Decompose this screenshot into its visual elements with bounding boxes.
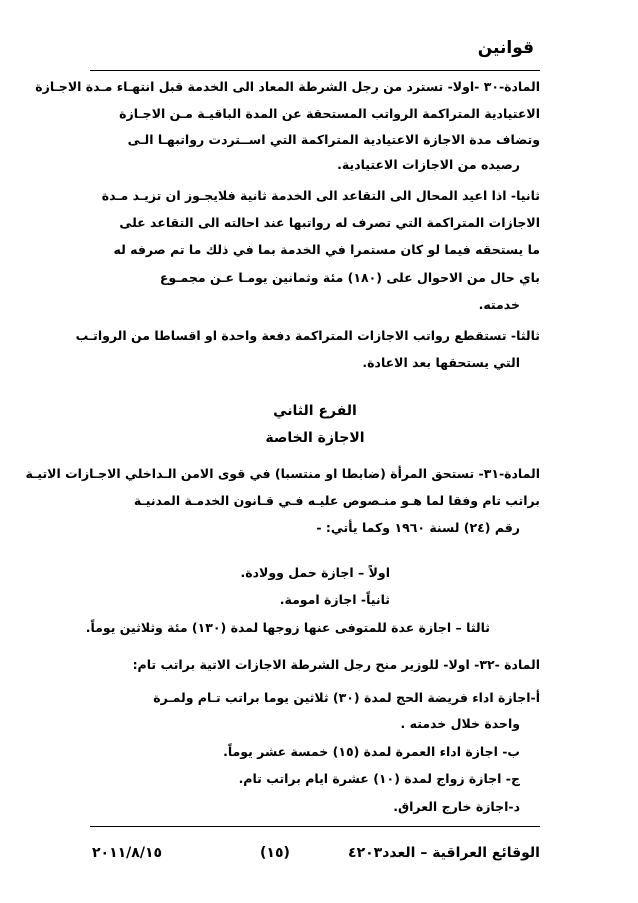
article-30-line-1: المادة-٣٠ -اولا- تسترد من رجل الشرطة المعاد الى الخدمة قبل انتهـاء مـدة الاجـازة (35, 79, 540, 94)
article-30-second-line-3: ما يستحقه فيما لو كان مستمرا في الخدمة بما في ذلك ما تم صرفه له (113, 242, 540, 257)
article-32-item-b: ب- اجازة اداء العمرة لمدة (١٥) خمسة عشر يوماً. (223, 744, 520, 759)
article-32-item-a-line-1: أ-اجازة اداء فريضة الحج لمدة (٣٠) ثلاثين يوما براتب تـام ولمـرة (153, 690, 540, 705)
article-32-item-c: ج- اجازة زواج لمدة (١٠) عشرة ايام براتب تام. (238, 771, 520, 786)
article-31-line-3: رقم (٢٤) لسنة ١٩٦٠ وكما يأتي: - (316, 520, 520, 535)
article-31-item-2: ثانياً- اجازة امومة. (279, 592, 390, 607)
article-30-line-4: رصيده من الاجازات الاعتيادية. (337, 157, 520, 172)
article-30-third-line-2: التي يستحقها بعد الاعادة. (362, 355, 520, 370)
section-title: قوانين (477, 38, 534, 58)
branch-title: الفرع الثاني (273, 403, 357, 419)
article-32-item-a-line-2: واحدة خلال خدمته . (400, 716, 520, 731)
article-31-line-2: براتب تام وفقا لما هـو منـصوص عليـه فـي قـانون الخدمـة المدنيـة (133, 493, 540, 508)
article-30-second-line-5: خدمته. (478, 297, 520, 312)
article-30-line-2: الاعتيادية المتراكمة الرواتب المستحقة عن المدة الباقيـة مـن الاجـازة (119, 106, 540, 121)
branch-subtitle: الاجازة الخاصة (265, 430, 365, 446)
article-30-second-line-1: ثانيا- اذا اعيد المحال الى التقاعد الى الخدمة ثانية فلايجـوز ان تزيـد مـدة (101, 188, 540, 203)
footer-page-number: (١٥) (260, 845, 290, 861)
article-31-line-1: المادة-٣١- تستحق المرأة (ضابطا او منتسبا) في قوى الامن الـداخلي الاجـازات الاتيـة (25, 466, 540, 481)
footer-date: ٢٠١١/٨/١٥ (92, 845, 163, 861)
article-31-item-3: ثالثا – اجازة عدة للمتوفى عنها زوجها لمدة (١٣٠) مئة وثلاثين يوماً. (85, 620, 490, 635)
article-30-line-3: وتضاف مدة الاجازة الاعتيادية المتراكمة التي اســتردت رواتبهـا الـى (127, 132, 540, 147)
article-32-line-1: المادة -٣٢- اولا- للوزير منح رجل الشرطة الاجازات الاتية براتب تام: (132, 657, 540, 672)
header-rule (90, 70, 540, 71)
article-30-second-line-4: باي حال من الاحوال على (١٨٠) مئة وثمانين يومـا عـن مجمـوع (159, 270, 540, 285)
article-31-item-1: اولاً – اجازة حمل وولادة. (240, 565, 390, 580)
article-30-third-line-1: ثالثا- تستقطع رواتب الاجازات المتراكمة دفعة واحدة او اقساطا من الرواتـب (75, 328, 540, 343)
footer-journal: الوقائع العراقية – العدد٤٢٠٣ (348, 845, 540, 861)
article-32-item-d: د-اجازة خارج العراق. (393, 799, 520, 814)
article-30-second-line-2: الاجازات المتراكمة التي تصرف له رواتبها عند احالته الى التقاعد على (119, 215, 540, 230)
footer-rule (90, 826, 540, 827)
